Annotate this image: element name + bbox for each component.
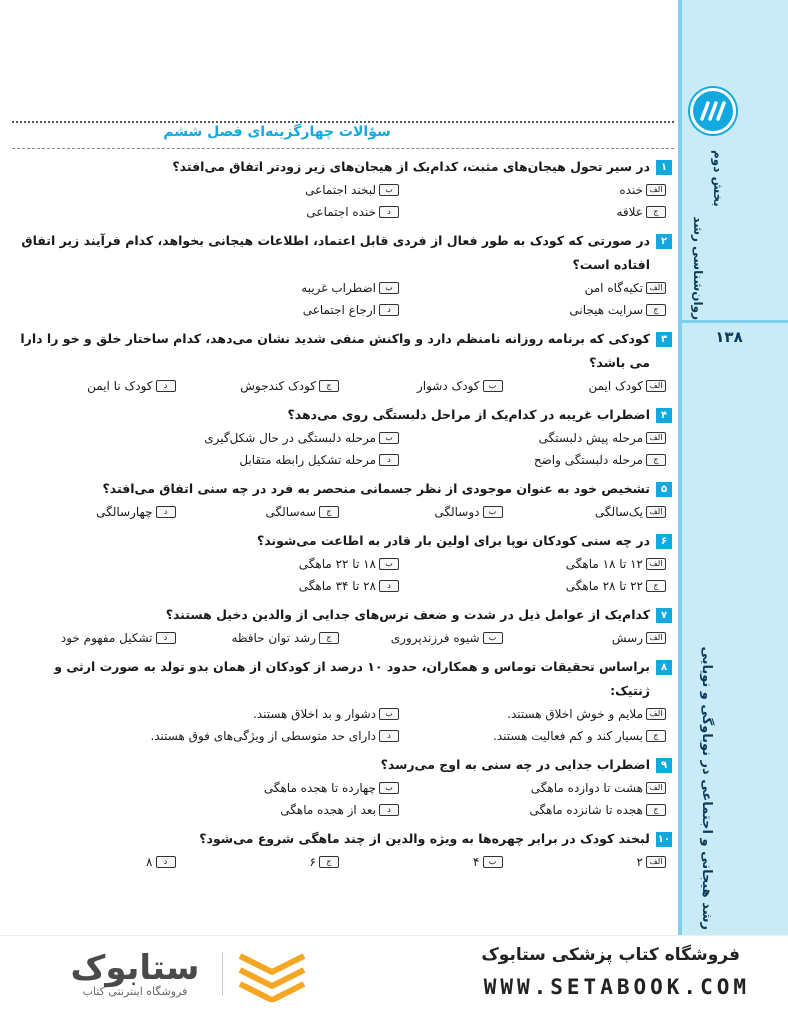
answer-option[interactable] bbox=[132, 799, 399, 821]
option-key: الف bbox=[646, 432, 666, 444]
answer-option[interactable] bbox=[339, 627, 503, 649]
answer-option[interactable] bbox=[12, 627, 176, 649]
answer-option[interactable] bbox=[503, 627, 667, 649]
question-number: ۳ bbox=[656, 332, 672, 347]
answer-option[interactable] bbox=[503, 851, 667, 873]
option-list bbox=[12, 703, 672, 747]
store-name: فروشگاه کتاب پزشکی ستابوک bbox=[481, 945, 740, 965]
option-text: دوسالگی bbox=[434, 505, 480, 519]
store-url[interactable]: WWW.SETABOOK.COM bbox=[483, 975, 750, 999]
question-header bbox=[12, 655, 672, 703]
option-key: الف bbox=[646, 632, 666, 644]
option-text: مرحله پیش دلبستگی bbox=[538, 431, 643, 445]
question bbox=[12, 827, 672, 873]
option-key: د bbox=[379, 580, 399, 592]
chapter-title: رشد هیجانی و اجتماعی در نوباوگی و نوپایی bbox=[699, 646, 714, 930]
option-text: مرحله دلبستگی واضح bbox=[533, 453, 643, 467]
option-text: رسش bbox=[611, 631, 643, 645]
question bbox=[12, 327, 672, 397]
option-key: ب bbox=[483, 856, 503, 868]
answer-option[interactable] bbox=[132, 201, 399, 223]
brand-chevron-icon bbox=[232, 950, 312, 1002]
option-list bbox=[12, 777, 672, 821]
option-list bbox=[12, 501, 672, 523]
answer-option[interactable] bbox=[132, 299, 399, 321]
question bbox=[12, 229, 672, 321]
option-key: ب bbox=[379, 782, 399, 794]
answer-option[interactable] bbox=[176, 375, 340, 397]
option-key: د bbox=[379, 730, 399, 742]
question-text: کودکی که برنامه روزانه نامنظم دارد و واکنش منفی شدید نشان می‌دهد، کدام ساختار خلق و خو را دارا می باشد؟ bbox=[20, 331, 650, 370]
option-text: کودک ایمن bbox=[588, 379, 643, 393]
answer-option[interactable] bbox=[399, 703, 666, 725]
answer-option[interactable] bbox=[132, 725, 399, 747]
option-list bbox=[12, 851, 672, 873]
answer-option[interactable] bbox=[339, 851, 503, 873]
answer-option[interactable] bbox=[12, 501, 176, 523]
option-key: ب bbox=[379, 558, 399, 570]
answer-option[interactable] bbox=[399, 201, 666, 223]
option-text: سرایت هیجانی bbox=[569, 303, 643, 317]
option-text: هجده تا شانزده ماهگی bbox=[529, 803, 643, 817]
answer-option[interactable] bbox=[132, 427, 399, 449]
option-text: چهارده تا هجده ماهگی bbox=[263, 781, 376, 795]
answer-option[interactable] bbox=[399, 179, 666, 201]
answer-option[interactable] bbox=[399, 575, 666, 597]
option-text: کودک کندجوش bbox=[240, 379, 316, 393]
question bbox=[12, 753, 672, 821]
question bbox=[12, 603, 672, 649]
option-key: ج bbox=[319, 856, 339, 868]
option-text: علاقه bbox=[616, 205, 643, 219]
question-header bbox=[12, 529, 672, 553]
option-key: د bbox=[379, 304, 399, 316]
question-header bbox=[12, 753, 672, 777]
option-list bbox=[12, 627, 672, 649]
question-list bbox=[12, 155, 672, 879]
logo-glyph-icon bbox=[699, 99, 729, 123]
option-key: د bbox=[156, 506, 176, 518]
question-header bbox=[12, 229, 672, 277]
answer-option[interactable] bbox=[132, 179, 399, 201]
option-key: د bbox=[379, 804, 399, 816]
answer-option[interactable] bbox=[399, 725, 666, 747]
question-text: تشخیص خود به عنوان موجودی از نظر جسمانی منحصر به فرد در چه سنی اتفاق می‌افتد؟ bbox=[102, 481, 650, 496]
answer-option[interactable] bbox=[132, 575, 399, 597]
option-text: خنده bbox=[619, 183, 643, 197]
question bbox=[12, 155, 672, 223]
option-text: ۲۲ تا ۲۸ ماهگی bbox=[565, 579, 643, 593]
option-text: دشوار و بد اخلاق هستند. bbox=[252, 707, 376, 721]
option-text: ۲۸ تا ۳۴ ماهگی bbox=[298, 579, 376, 593]
question bbox=[12, 529, 672, 597]
option-key: ب bbox=[379, 184, 399, 196]
question-text: اضطراب جدایی در چه سنی به اوج می‌رسد؟ bbox=[380, 757, 650, 772]
option-key: الف bbox=[646, 782, 666, 794]
option-list bbox=[12, 277, 672, 321]
answer-option[interactable] bbox=[176, 851, 340, 873]
question-text: در سیر تحول هیجان‌های مثبت، کدام‌یک از هیجان‌های زیر زودتر اتفاق می‌افتد؟ bbox=[172, 159, 650, 174]
publisher-logo-icon bbox=[690, 88, 736, 134]
option-key: د bbox=[156, 856, 176, 868]
option-text: کودک نا ایمن bbox=[87, 379, 153, 393]
answer-option[interactable] bbox=[399, 799, 666, 821]
answer-option[interactable] bbox=[339, 501, 503, 523]
option-key: د bbox=[379, 454, 399, 466]
option-key: ب bbox=[379, 708, 399, 720]
question-number: ۸ bbox=[656, 660, 672, 675]
option-key: ج bbox=[646, 580, 666, 592]
answer-option[interactable] bbox=[399, 299, 666, 321]
question-header bbox=[12, 155, 672, 179]
brand-tagline: فروشگاه اینترنتی کتاب bbox=[82, 985, 188, 998]
option-list bbox=[12, 375, 672, 397]
option-key: ج bbox=[319, 380, 339, 392]
option-text: ۶ bbox=[309, 855, 316, 869]
option-list bbox=[12, 427, 672, 471]
divider bbox=[678, 320, 788, 323]
option-text: ۲ bbox=[636, 855, 643, 869]
option-text: لبخند اجتماعی bbox=[305, 183, 376, 197]
option-text: تکیه‌گاه امن bbox=[584, 281, 643, 295]
answer-option[interactable] bbox=[132, 449, 399, 471]
answer-option[interactable] bbox=[399, 553, 666, 575]
answer-option[interactable] bbox=[339, 375, 503, 397]
option-key: ج bbox=[646, 730, 666, 742]
option-key: ج bbox=[646, 804, 666, 816]
option-key: ب bbox=[379, 432, 399, 444]
question-number: ۵ bbox=[656, 482, 672, 497]
option-key: ج bbox=[646, 206, 666, 218]
part-subtitle: روان‌شناسی رشد bbox=[691, 216, 705, 320]
question bbox=[12, 655, 672, 747]
option-text: ۱۲ تا ۱۸ ماهگی bbox=[565, 557, 643, 571]
sidebar-strip bbox=[678, 0, 682, 935]
option-text: رشد توان حافظه bbox=[231, 631, 316, 645]
option-key: د bbox=[156, 380, 176, 392]
option-text: سه‌سالگی bbox=[265, 505, 316, 519]
option-text: دارای حد متوسطی از ویژگی‌های فوق هستند. bbox=[150, 729, 376, 743]
answer-option[interactable] bbox=[12, 851, 176, 873]
page-number: ۱۳۸ bbox=[715, 328, 743, 346]
answer-option[interactable] bbox=[503, 501, 667, 523]
answer-option[interactable] bbox=[176, 627, 340, 649]
question-text: در صورتی که کودک به طور فعال از فردی قابل اعتماد، اطلاعات هیجانی بخواهد، کدام فرآیند زیر اتفاق افتاده است؟ bbox=[21, 233, 650, 272]
option-text: بعد از هجده ماهگی bbox=[280, 803, 376, 817]
option-key: الف bbox=[646, 708, 666, 720]
answer-option[interactable] bbox=[399, 277, 666, 299]
option-key: الف bbox=[646, 856, 666, 868]
question bbox=[12, 477, 672, 523]
option-text: ۱۸ تا ۲۲ ماهگی bbox=[298, 557, 376, 571]
option-key: د bbox=[156, 632, 176, 644]
answer-option[interactable] bbox=[132, 703, 399, 725]
option-key: ج bbox=[319, 632, 339, 644]
option-key: الف bbox=[646, 282, 666, 294]
option-text: ملایم و خوش اخلاق هستند. bbox=[507, 707, 643, 721]
question-number: ۲ bbox=[656, 234, 672, 249]
option-text: شیوه فرزندپروری bbox=[390, 631, 480, 645]
question-header bbox=[12, 403, 672, 427]
option-key: ب bbox=[379, 282, 399, 294]
answer-option[interactable] bbox=[399, 427, 666, 449]
option-key: ب bbox=[483, 632, 503, 644]
question-text: کدام‌یک از عوامل ذیل در شدت و ضعف ترس‌های جدایی از والدین دخیل هستند؟ bbox=[165, 607, 650, 622]
question-text: لبخند کودک در برابر چهره‌ها به ویژه والدین از چند ماهگی شروع می‌شود؟ bbox=[199, 831, 650, 846]
answer-option[interactable] bbox=[503, 375, 667, 397]
question-text: در چه سنی کودکان نوپا برای اولین بار قادر به اطاعت می‌شوند؟ bbox=[256, 533, 650, 548]
option-text: ۴ bbox=[473, 855, 480, 869]
part-title: بخش دوم bbox=[711, 150, 725, 207]
option-text: ارجاع اجتماعی bbox=[302, 303, 376, 317]
option-text: هشت تا دوازده ماهگی bbox=[530, 781, 643, 795]
question-header bbox=[12, 327, 672, 375]
option-text: یک‌سالگی bbox=[594, 505, 643, 519]
option-key: ب bbox=[483, 506, 503, 518]
option-text: تشکیل مفهوم خود bbox=[60, 631, 153, 645]
question-header bbox=[12, 827, 672, 851]
option-text: بسیار کند و کم فعالیت هستند. bbox=[493, 729, 643, 743]
question-number: ۷ bbox=[656, 608, 672, 623]
answer-option[interactable] bbox=[399, 449, 666, 471]
option-text: مرحله تشکیل رابطه متقابل bbox=[239, 453, 376, 467]
question-header bbox=[12, 477, 672, 501]
top-divider bbox=[12, 121, 674, 123]
option-text: خنده اجتماعی bbox=[306, 205, 376, 219]
option-text: اضطراب غریبه bbox=[301, 281, 376, 295]
option-key: ج bbox=[646, 454, 666, 466]
question-text: براساس تحقیقات توماس و همکاران، حدود ۱۰ درصد از کودکان از همان بدو تولد به صورت ارثی و ژنتیک: bbox=[54, 659, 650, 698]
option-key: الف bbox=[646, 184, 666, 196]
option-key: د bbox=[379, 206, 399, 218]
option-key: الف bbox=[646, 506, 666, 518]
answer-option[interactable] bbox=[12, 375, 176, 397]
option-key: الف bbox=[646, 380, 666, 392]
divider bbox=[222, 952, 223, 996]
option-key: ب bbox=[483, 380, 503, 392]
option-list bbox=[12, 179, 672, 223]
question-header bbox=[12, 603, 672, 627]
option-key: الف bbox=[646, 558, 666, 570]
option-text: چهارسالگی bbox=[96, 505, 153, 519]
section-title: سؤالات چهارگزینه‌ای فصل ششم bbox=[163, 124, 391, 140]
question bbox=[12, 403, 672, 471]
option-text: مرحله دلبستگی در حال شکل‌گیری bbox=[204, 431, 376, 445]
question-text: اضطراب غریبه در کدام‌یک از مراحل دلبستگی روی می‌دهد؟ bbox=[287, 407, 650, 422]
brand-logo: ستابوک bbox=[70, 948, 200, 988]
question-number: ۴ bbox=[656, 408, 672, 423]
answer-option[interactable] bbox=[399, 777, 666, 799]
option-key: ج bbox=[319, 506, 339, 518]
answer-option[interactable] bbox=[132, 277, 399, 299]
option-key: ج bbox=[646, 304, 666, 316]
question-number: ۱۰ bbox=[657, 834, 670, 845]
option-list bbox=[12, 553, 672, 597]
question-number: ۱ bbox=[656, 160, 672, 175]
answer-option[interactable] bbox=[132, 553, 399, 575]
answer-option[interactable] bbox=[176, 501, 340, 523]
title-divider bbox=[12, 148, 674, 149]
option-text: ۸ bbox=[146, 855, 153, 869]
question-number: ۹ bbox=[656, 758, 672, 773]
answer-option[interactable] bbox=[132, 777, 399, 799]
question-number: ۶ bbox=[656, 534, 672, 549]
option-text: کودک دشوار bbox=[416, 379, 480, 393]
